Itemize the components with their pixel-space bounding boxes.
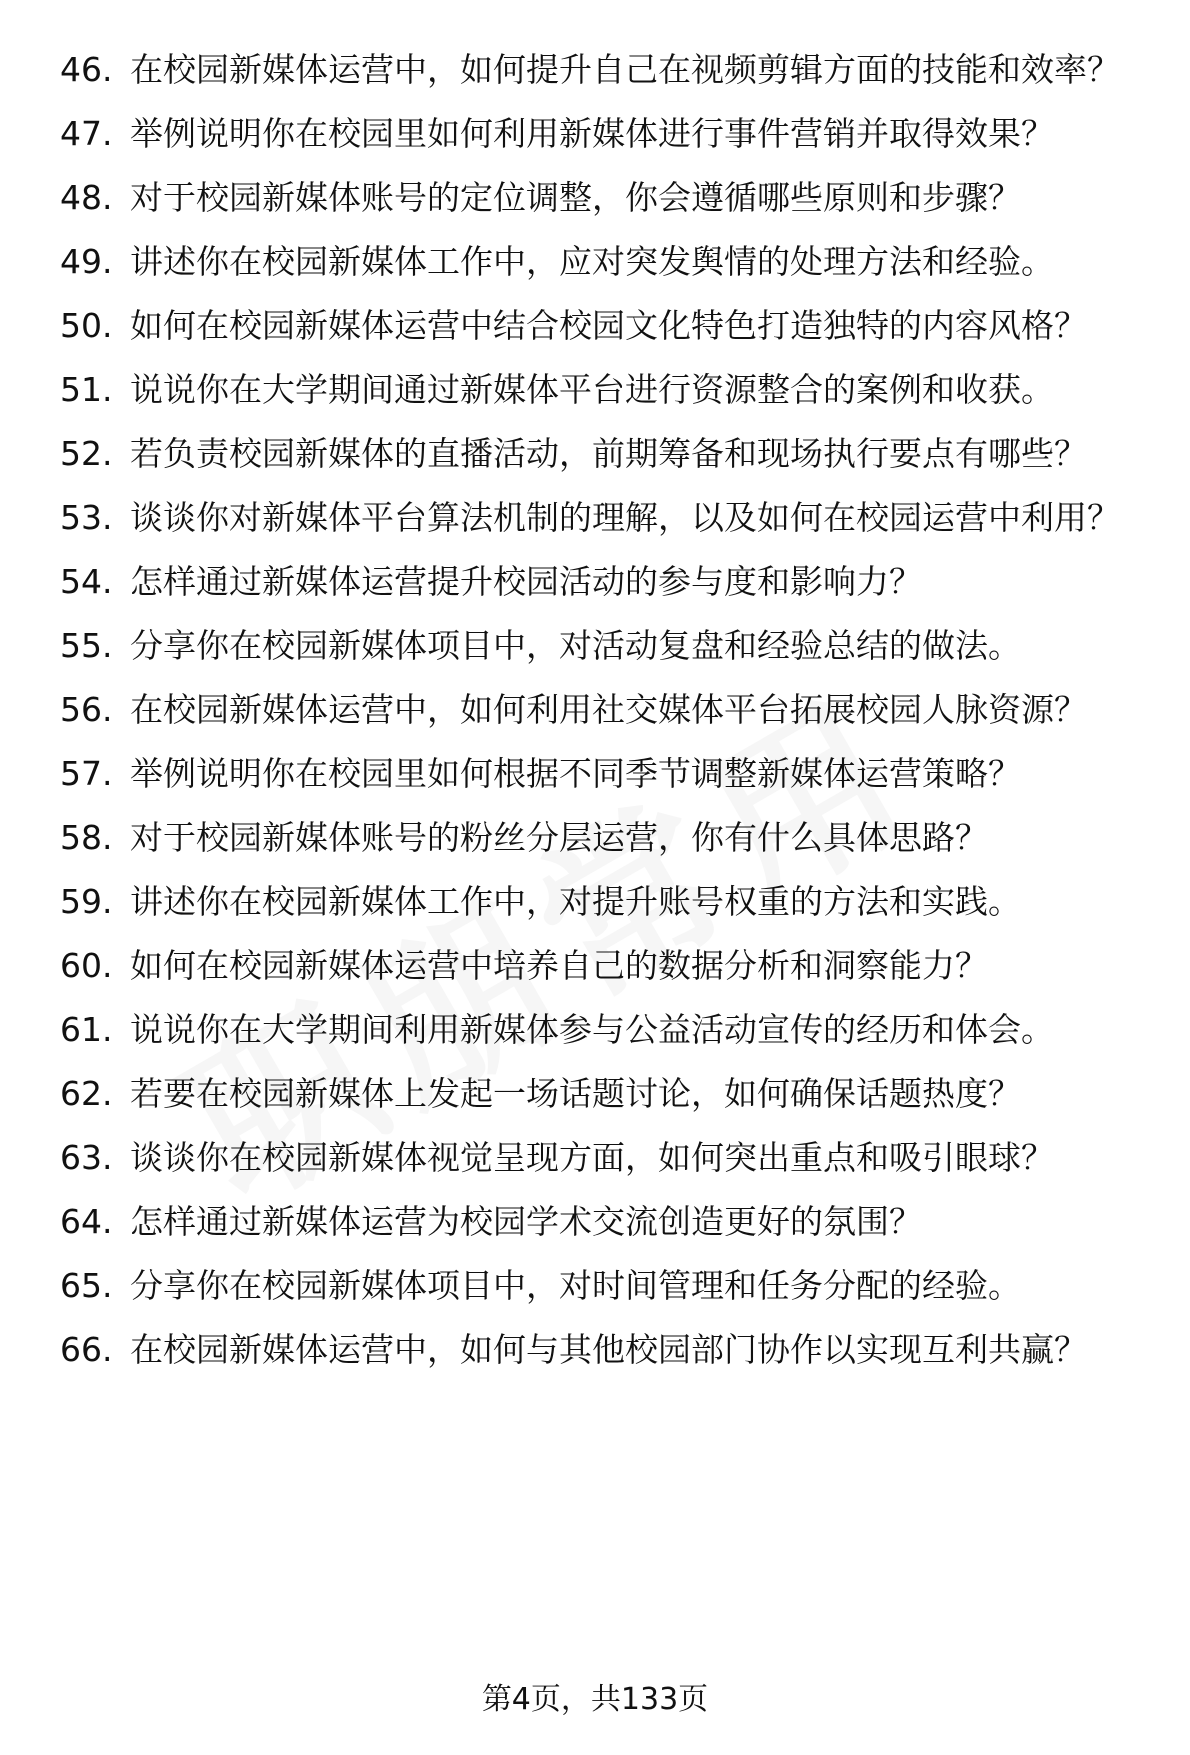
question-text: 若要在校园新媒体上发起一场话题讨论，如何确保话题热度？ <box>130 1074 1021 1113</box>
question-text: 如何在校园新媒体运营中培养自己的数据分析和洞察能力？ <box>130 946 988 985</box>
question-number: 48. <box>60 178 113 217</box>
question-item <box>60 818 1160 858</box>
question-item <box>60 1266 1160 1306</box>
question-text: 在校园新媒体运营中，如何与其他校园部门协作以实现互利共赢？ <box>130 1330 1087 1369</box>
question-text: 怎样通过新媒体运营提升校园活动的参与度和影响力？ <box>130 562 922 601</box>
question-number: 47. <box>60 114 113 153</box>
question-number: 61. <box>60 1010 113 1049</box>
question-item <box>60 562 1160 602</box>
question-number: 46. <box>60 50 113 89</box>
question-number: 52. <box>60 434 113 473</box>
question-item <box>60 1074 1160 1114</box>
question-number: 60. <box>60 946 113 985</box>
question-number: 63. <box>60 1138 113 1177</box>
question-text: 怎样通过新媒体运营为校园学术交流创造更好的氛围？ <box>130 1202 922 1241</box>
question-item <box>60 242 1160 282</box>
question-text: 在校园新媒体运营中，如何提升自己在视频剪辑方面的技能和效率？ <box>130 50 1120 89</box>
question-item <box>60 1202 1160 1242</box>
question-text: 谈谈你在校园新媒体视觉呈现方面，如何突出重点和吸引眼球？ <box>130 1138 1054 1177</box>
question-text: 分享你在校园新媒体项目中，对活动复盘和经验总结的做法。 <box>130 626 1021 665</box>
question-text: 举例说明你在校园里如何根据不同季节调整新媒体运营策略？ <box>130 754 1021 793</box>
question-item <box>60 306 1160 346</box>
question-item <box>60 114 1160 154</box>
question-text: 在校园新媒体运营中，如何利用社交媒体平台拓展校园人脉资源？ <box>130 690 1087 729</box>
question-number: 50. <box>60 306 113 345</box>
page-number-footer: 第4页，共133页 <box>481 1682 709 1717</box>
question-text: 如何在校园新媒体运营中结合校园文化特色打造独特的内容风格？ <box>130 306 1087 345</box>
question-text: 对于校园新媒体账号的定位调整，你会遵循哪些原则和步骤？ <box>130 178 1021 217</box>
question-list <box>60 50 1160 1394</box>
question-item <box>60 754 1160 794</box>
question-number: 56. <box>60 690 113 729</box>
question-number: 58. <box>60 818 113 857</box>
question-number: 66. <box>60 1330 113 1369</box>
question-item <box>60 946 1160 986</box>
question-text: 说说你在大学期间利用新媒体参与公益活动宣传的经历和体会。 <box>130 1010 1054 1049</box>
question-number: 54. <box>60 562 113 601</box>
question-item <box>60 1010 1160 1050</box>
question-text: 分享你在校园新媒体项目中，对时间管理和任务分配的经验。 <box>130 1266 1021 1305</box>
question-text: 说说你在大学期间通过新媒体平台进行资源整合的案例和收获。 <box>130 370 1054 409</box>
question-number: 65. <box>60 1266 113 1305</box>
question-item <box>60 882 1160 922</box>
question-text: 讲述你在校园新媒体工作中，对提升账号权重的方法和实践。 <box>130 882 1021 921</box>
question-item <box>60 50 1160 90</box>
question-number: 62. <box>60 1074 113 1113</box>
question-number: 57. <box>60 754 113 793</box>
question-item <box>60 370 1160 410</box>
question-item <box>60 1330 1160 1370</box>
question-number: 64. <box>60 1202 113 1241</box>
question-text: 对于校园新媒体账号的粉丝分层运营，你有什么具体思路？ <box>130 818 988 857</box>
question-item <box>60 626 1160 666</box>
question-text: 若负责校园新媒体的直播活动，前期筹备和现场执行要点有哪些？ <box>130 434 1087 473</box>
question-item <box>60 1138 1160 1178</box>
question-text: 谈谈你对新媒体平台算法机制的理解，以及如何在校园运营中利用？ <box>130 498 1120 537</box>
question-number: 55. <box>60 626 113 665</box>
question-number: 59. <box>60 882 113 921</box>
question-number: 49. <box>60 242 113 281</box>
question-number: 51. <box>60 370 113 409</box>
question-item <box>60 690 1160 730</box>
question-number: 53. <box>60 498 113 537</box>
question-item <box>60 498 1160 538</box>
question-text: 讲述你在校园新媒体工作中，应对突发舆情的处理方法和经验。 <box>130 242 1054 281</box>
question-text: 举例说明你在校园里如何利用新媒体进行事件营销并取得效果？ <box>130 114 1054 153</box>
question-item <box>60 178 1160 218</box>
question-item <box>60 434 1160 474</box>
